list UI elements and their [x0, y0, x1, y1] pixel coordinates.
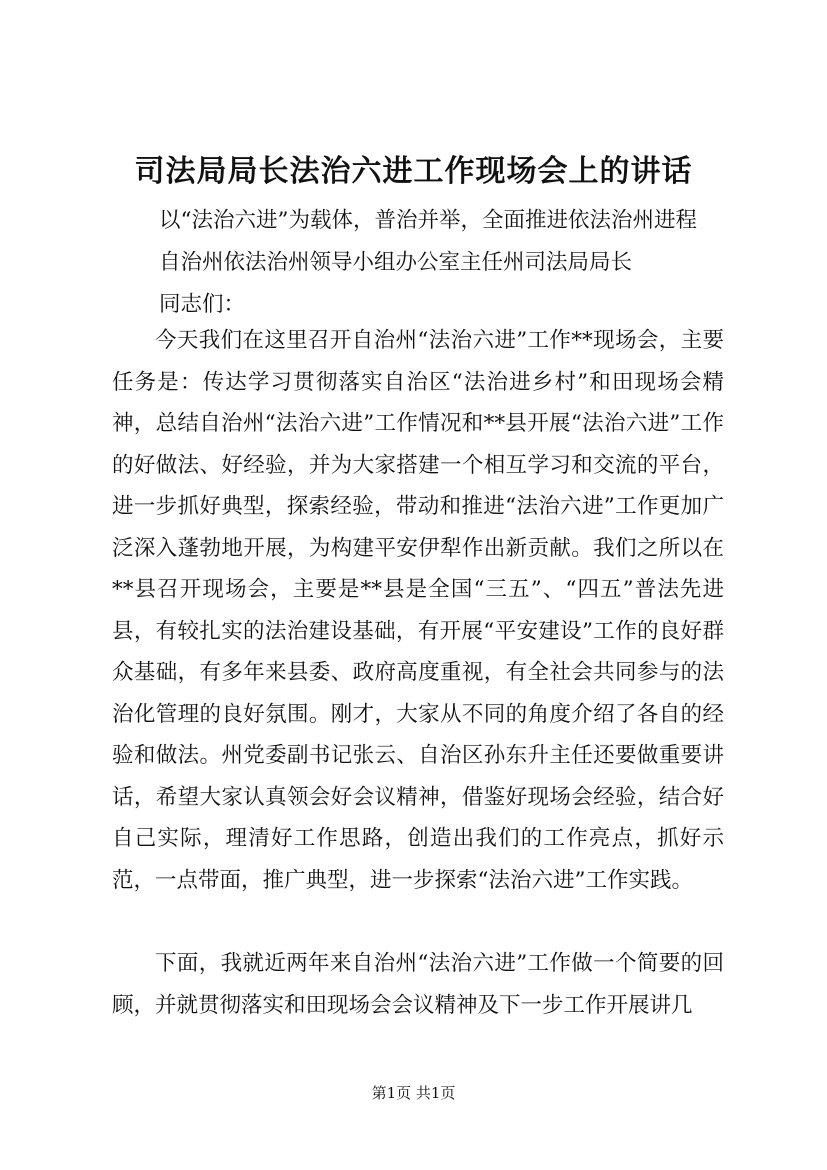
author-line: 自治州依法治州领导小组办公室主任州司法局局长 — [159, 250, 633, 275]
paragraph: 今天我们在这里召开自治州“法治六进”工作**现场会，主要任务是：传达学习贯彻落实自治区“法治进乡村”和田现场会精神，总结自治州“法治六进”工作情况和**县开展“法治六进”工作的好做法、好经验，并为大家搭建一个相互学习和交流的平台，进一步抓好典型，探索经验，带动和推进“法治六进”工作更加广泛深入蓬勃地开展，为构建平安伊犁作出新贡献。我们之所以在**县召开现场会，主要是**县是全国“三五”、“四五”普法先进县，有较扎实的法治建设基础，有开展“平安建设”工作的良好群众基础，有多年来县委、政府高度重视，有全社会共同参与的法治化管理的良好氛围。刚才，大家从不同的角度介绍了各自的经验和做法。州党委副书记张云、自治区孙东升主任还要做重要讲话，希望大家认真领会好会议精神，借鉴好现场会经验，结合好自己实际，理清好工作思路，创造出我们的工作亮点，抓好示范，一点带面，推广典型，进一步探索“法治六进”工作实践。 — [112, 328, 724, 893]
document-title: 司法局局长法治六进工作现场会上的讲话 — [134, 154, 693, 189]
page-footer: 第1页 共1页 — [371, 1084, 456, 1102]
paragraph: 下面，我就近两年来自治州“法治六进”工作做一个简要的回顾，并就贯彻落实和田现场会会议精神及下一步工作开展讲几 — [112, 951, 724, 1018]
subtitle: 以“法治六进”为载体，普治并举，全面推进依法治州进程 — [159, 208, 697, 233]
salutation: 同志们： — [159, 292, 246, 317]
